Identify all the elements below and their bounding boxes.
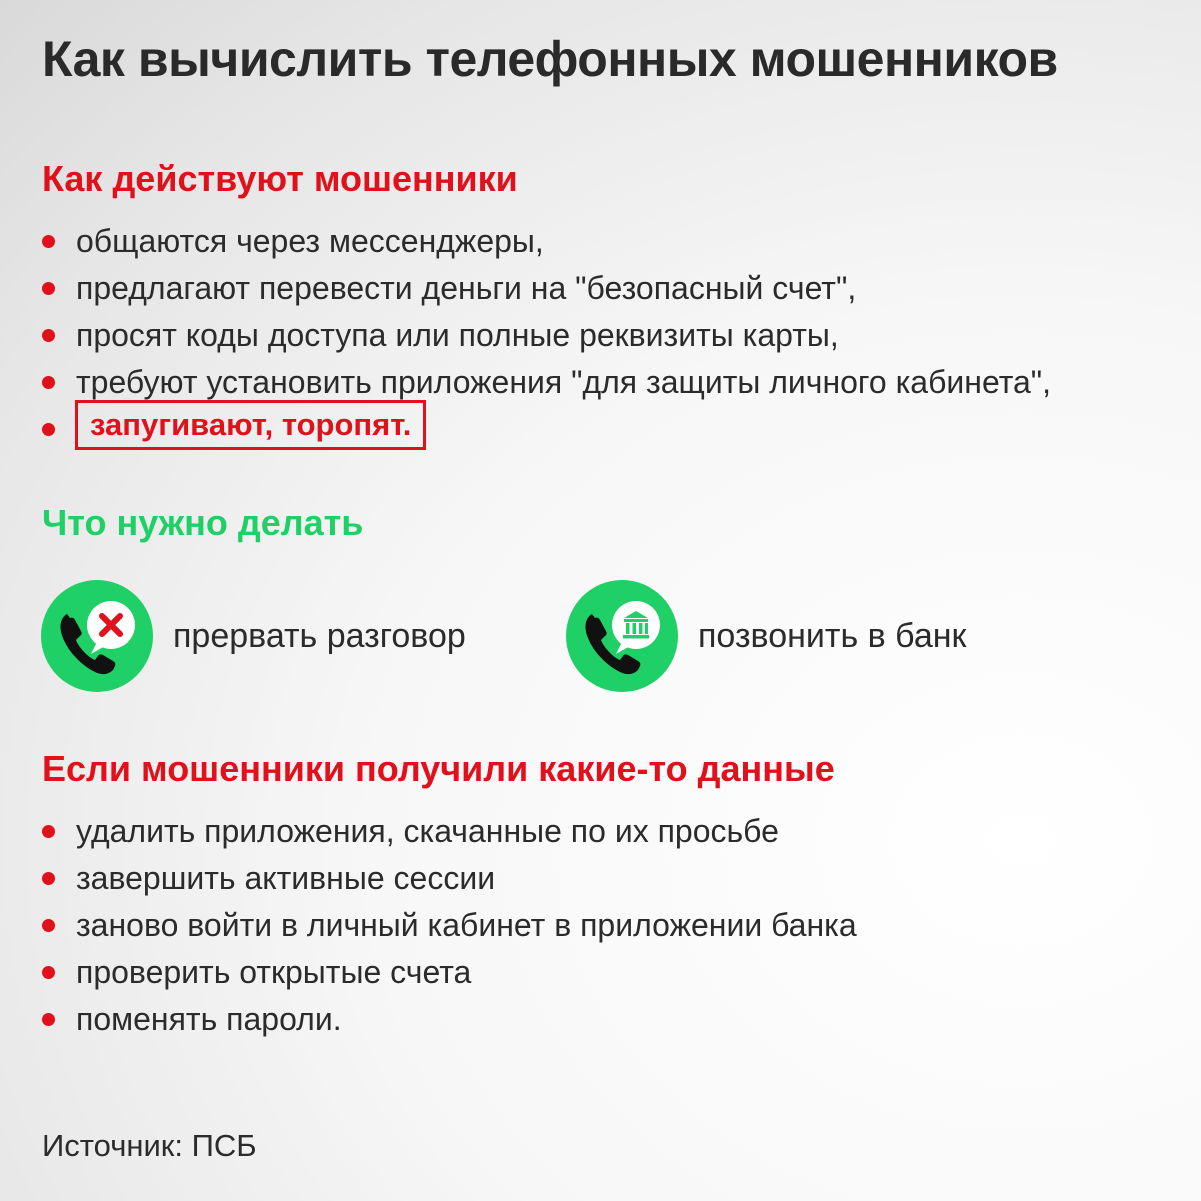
bullet-icon: [42, 329, 55, 342]
bullet-icon: [42, 1013, 55, 1026]
bullet-icon: [42, 872, 55, 885]
what-to-do-heading: Что нужно делать: [42, 502, 364, 543]
how-scammers-act-heading: Как действуют мошенники: [42, 158, 518, 199]
bullet-icon: [42, 919, 55, 932]
highlight-box: запугивают, торопят.: [75, 400, 426, 450]
bullet-icon: [42, 282, 55, 295]
end-call-label: прервать разговор: [173, 617, 466, 655]
bullet-icon: [42, 825, 55, 838]
call-bank-label: позвонить в банк: [698, 617, 967, 655]
if-data-leaked-heading: Если мошенники получили какие-то данные: [42, 748, 835, 789]
source-caption: Источник: ПСБ: [42, 1128, 257, 1163]
bullet-icon: [42, 423, 55, 436]
bullet-icon: [42, 966, 55, 979]
bullet-icon: [42, 235, 55, 248]
page-title: Как вычислить телефонных мошенников: [42, 31, 1058, 87]
bullet-icon: [42, 376, 55, 389]
phone-bank-icon: [566, 580, 678, 692]
phone-decline-icon: [41, 580, 153, 692]
infographic-page: Как вычислить телефонных мошенников Как действуют мошенники общаются через мессенджеры, предлагают перевести деньги на "безопасный счет", просят коды доступа или полные реквизиты карты, требуют установить приложения "для защиты личного кабинета", запугивают, торопят. Что нужно делать прервать разговор позвонить в банк Если мошенники получили какие-то данные удалить приложения, скачанные по их просьбе завершить активные сессии заново войти в личный кабинет в приложении банка проверить открытые счета поменять пароли. Источник: ПСБ: [42, 31, 1058, 1163]
